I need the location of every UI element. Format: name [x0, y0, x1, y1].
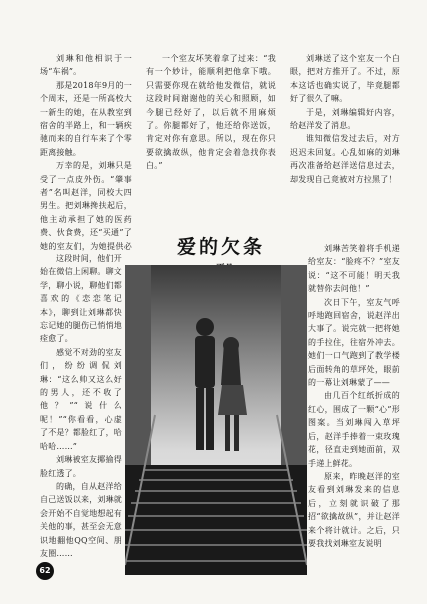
column-left: [40, 52, 132, 252]
article-title: 爱的欠条: [176, 236, 265, 258]
paragraph: 万幸的是，刘琳只是受了一点皮外伤。“肇事者”名叫赵洋，同校大四男生。把刘琳搀扶起后，他主动承担了她的医药费、伙食费，还“买通”了她的室友们，为她提供必: [40, 161, 132, 251]
paragraph: 感觉不对劲的室友们，纷纷调侃刘琳：“这么帅又这么好的男人，还不收了他？”“说什么呢！”“你看看，心虚了不是？都脸红了，哈哈哈……”: [40, 347, 122, 451]
paragraph: 刘琳苦笑着将手机递给室友：“脸疼不？”室友说：“这不可能！明天我就替你去问他！”: [308, 244, 400, 294]
paragraph: 谁知微信发过去后，对方迟迟未回复。心乱如麻的刘琳再次准备给赵洋送信息过去，却发现自己竟被对方拉黑了！: [290, 134, 400, 184]
paragraph: 那是2018年9月的一个周末，还是一所高校大一新生的她，在从教室到宿舍的半路上，和一辆疾驰而来的自行车来了个零距离接触。: [40, 80, 132, 157]
paragraph: 由几百个红纸折成的红心，围成了一颗“心”形图案。当刘琳闯入草坪后，赵洋手捧着一束玫瑰花，径直走到她面前，双手递上鲜花。: [308, 391, 400, 468]
paragraph: 一个室友坏笑着拿了过来：“我有一个妙计，能顺利把他拿下哦。只需要你现在就给他发微信，就说这段时间谢谢他的关心和照顾，如今腿已经好了，以后就不用麻烦了。你腿都好了，他还给你送饭，肯定对你有意思。所以，现在你只要欲擒故纵，他肯定会着急找你表白。”: [146, 54, 276, 171]
column-left-lower: [40, 252, 122, 574]
paragraph: 刘琳和他相识于一场“车祸”。: [40, 54, 132, 77]
paragraph: 这段时间，他们开始在微信上闲聊。聊文学，聊小说，聊他们都喜欢的《恋恋笔记本》，聊到让刘琳都快忘记她的腿伤已悄悄地痊愈了。: [40, 254, 122, 344]
column-right: [290, 52, 400, 242]
paragraph: 刘琳送了这个室友一个白眼，把对方推开了。不过，原本这话也确实说了，毕竟腿都好了很久了嘛。: [290, 54, 400, 104]
page-number: 62: [36, 562, 54, 580]
column-right-lower: [308, 242, 400, 577]
paragraph: 原来，昨晚赵洋的室友看到刘琳发来的信息后，立刻就识破了那招“欲擒故纵”，并让赵洋来个将计就计。之后，只要我找刘琳室友说明: [308, 471, 400, 548]
paragraph: 刘琳被室友揶揄得脸红透了。: [40, 455, 122, 478]
paragraph: 的确，自从赵洋给自己送饭以来，刘琳就会开始不自觉地想起有关他的事，甚至会无意识地翻他QQ空间、朋友圈……: [40, 481, 122, 558]
paragraph: 于是，刘琳编辑好内容，给赵洋发了消息。: [290, 107, 400, 131]
paragraph: 次日下午，室友气呼呼地跑回宿舍，说赵洋出大事了。说完就一把将她的手拉住，往宿外冲去。她们一口气跑到了教学楼后面转角的草坪处，眼前的一幕让刘琳蒙了——: [308, 297, 400, 388]
column-middle: [146, 52, 276, 222]
couple-on-stairs-illustration: [125, 265, 307, 575]
